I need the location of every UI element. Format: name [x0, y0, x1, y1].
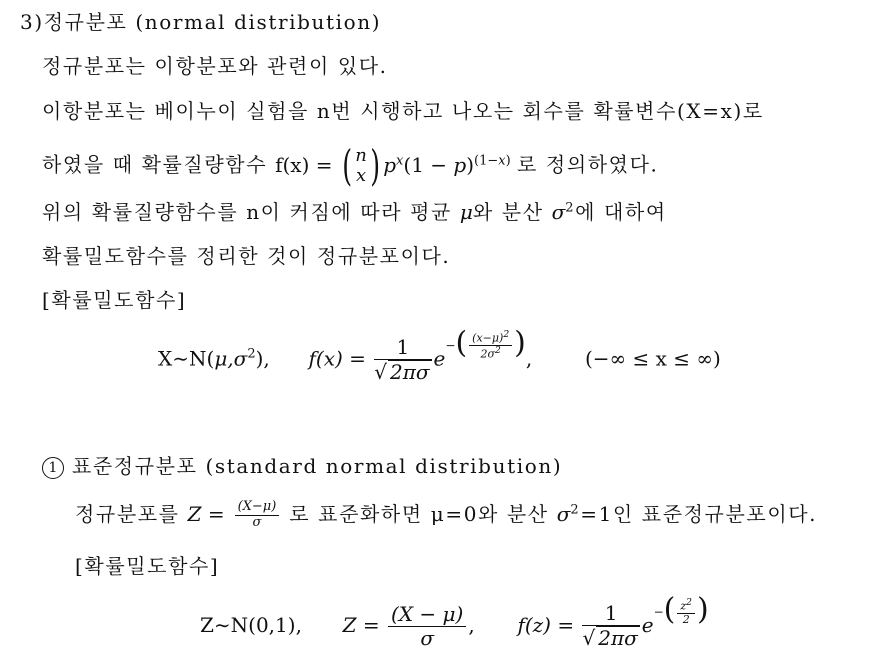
standard-z: Z = — [342, 612, 380, 637]
subsection-title: 표준정규분포 (standard normal distribution) — [71, 454, 563, 478]
normal-exp-denominator: 2σ — [480, 347, 495, 361]
binomial-coefficient: ( n x ) — [342, 141, 380, 190]
mean-zero-text: μ=0와 분산 — [430, 502, 549, 526]
standard-z-numerator: (X − μ) — [388, 603, 466, 627]
normal-pdf-range: (−∞ ≤ x ≤ ∞) — [584, 346, 721, 371]
section-heading-text: 3)정규분포 (normal distribution) — [20, 10, 382, 34]
paragraph-2 — [42, 97, 764, 125]
standard-exp-numerator: z — [680, 599, 687, 613]
subsection-line-1: 정규분포를 Z = $\frac{(X-\mu)}{\sigma}$ 로 표준화하면 μ=0와 분산 $\sigma^2=1$인 표준정규분포이다. — [75, 499, 818, 530]
standard-normal-formula: Z∼N(0,1), Z = $\frac{(X - \mu)}{\sigma}$ , f(z) = $\frac{1}{√ 2\pi\sigma}$ e−( $\frac{z^2}{2}$ ) — [200, 591, 709, 651]
paragraph-4-pre: 위의 확률질량함수를 n이 커짐에 따라 평균 — [42, 200, 452, 224]
normal-pdf-exponent: −( $\frac{(x-\mu)^2}{2\sigma^2}$ ) — [445, 325, 526, 361]
paragraph-3-post: 로 정의하였다. — [517, 152, 659, 177]
pmf-fx: f(x) = — [275, 152, 333, 177]
standard-z-fraction — [388, 603, 466, 650]
sigma-symbol: σ — [551, 200, 566, 224]
paragraph-1-text: 정규분포는 이항분포와 관련이 있다. — [42, 54, 388, 78]
standardize-z: Z = — [187, 502, 225, 526]
standardize-numerator: (X−μ) — [235, 500, 280, 516]
paragraph-5 — [42, 242, 450, 270]
normal-dist-notation: X∼N( — [158, 346, 215, 371]
standard-pdf-exponent: −( $\frac{z^2}{2}$ ) — [653, 591, 709, 627]
mean-symbol: μ — [459, 200, 473, 224]
circled-number-marker: 1 — [42, 457, 64, 479]
subsection-line-1-pre: 정규분포를 — [75, 502, 180, 526]
pdf-label-2 — [75, 552, 219, 580]
sub-sigma-symbol: σ — [556, 502, 571, 526]
normal-dist-params: μ,σ — [214, 346, 248, 371]
normal-dist-close: ), — [255, 346, 270, 371]
standard-exp-denominator: 2 — [682, 613, 690, 627]
normal-pdf-denominator: 2πσ — [390, 359, 430, 384]
subsection-line-1-mid: 로 표준화하면 — [289, 502, 423, 526]
normal-exp-numerator: (x−μ) — [472, 331, 504, 345]
standard-pdf-fz: f(z) = — [517, 612, 575, 637]
normal-pdf-fx: f(x) = — [308, 346, 366, 371]
section-heading — [20, 8, 381, 36]
pdf-label-1-text: [확률밀도함수] — [42, 288, 187, 312]
normal-pdf-formula: $X\sim N(\mu,\sigma^2)$, f(x) = $\frac{1}{√ 2\pi\sigma}$ e−( $\frac{(x-\mu)^2}{2\sigma^2}$ ), (−∞ ≤ x ≤ ∞) — [158, 325, 721, 384]
normal-pdf-numerator: 1 — [374, 336, 431, 360]
standard-pdf-fraction: $\frac{1}{√ 2\pi\sigma}$ — [582, 601, 638, 651]
paragraph-4: 위의 확률질량함수를 n이 커짐에 따라 평균 μ와 분산 $\sigma^2$에 대하여 — [42, 200, 667, 224]
normal-pdf-fraction: $\frac{1}{√ 2\pi\sigma}$ — [374, 334, 430, 384]
standard-pdf-denominator: 2πσ — [598, 626, 638, 651]
paragraph-3 — [42, 141, 659, 190]
paragraph-4-post: 에 대하여 — [575, 200, 667, 224]
paragraph-1 — [42, 52, 388, 80]
subsection-heading — [42, 452, 562, 480]
standardize-denominator: σ — [252, 515, 262, 530]
paragraph-5-text: 확률밀도함수를 정리한 것이 정규분포이다. — [42, 244, 451, 268]
standard-dist-notation: Z∼N(0,1), — [200, 612, 302, 637]
paragraph-3-pre: 하였을 때 확률질량함수 — [42, 152, 268, 177]
paragraph-4-mid: 와 분산 — [472, 200, 544, 224]
standard-pdf-e: e — [641, 612, 654, 637]
normal-pdf-e: e — [433, 346, 446, 371]
pmf-formula: f(x) = ( n x ) $p^x(1 - p)^{(1-x)}$ — [275, 141, 511, 190]
pdf-label-2-text: [확률밀도함수] — [75, 554, 220, 578]
standard-z-denominator: σ — [420, 625, 435, 650]
subsection-line-1-post: =1인 표준정규분포이다. — [580, 502, 818, 526]
paragraph-2-text: 이항분포는 베이누이 실험을 n번 시행하고 나오는 회수를 확률변수(X=x)로 — [42, 99, 764, 123]
standard-pdf-numerator: 1 — [582, 602, 639, 626]
pdf-label-1 — [42, 286, 186, 314]
standardize-fraction — [235, 500, 280, 531]
